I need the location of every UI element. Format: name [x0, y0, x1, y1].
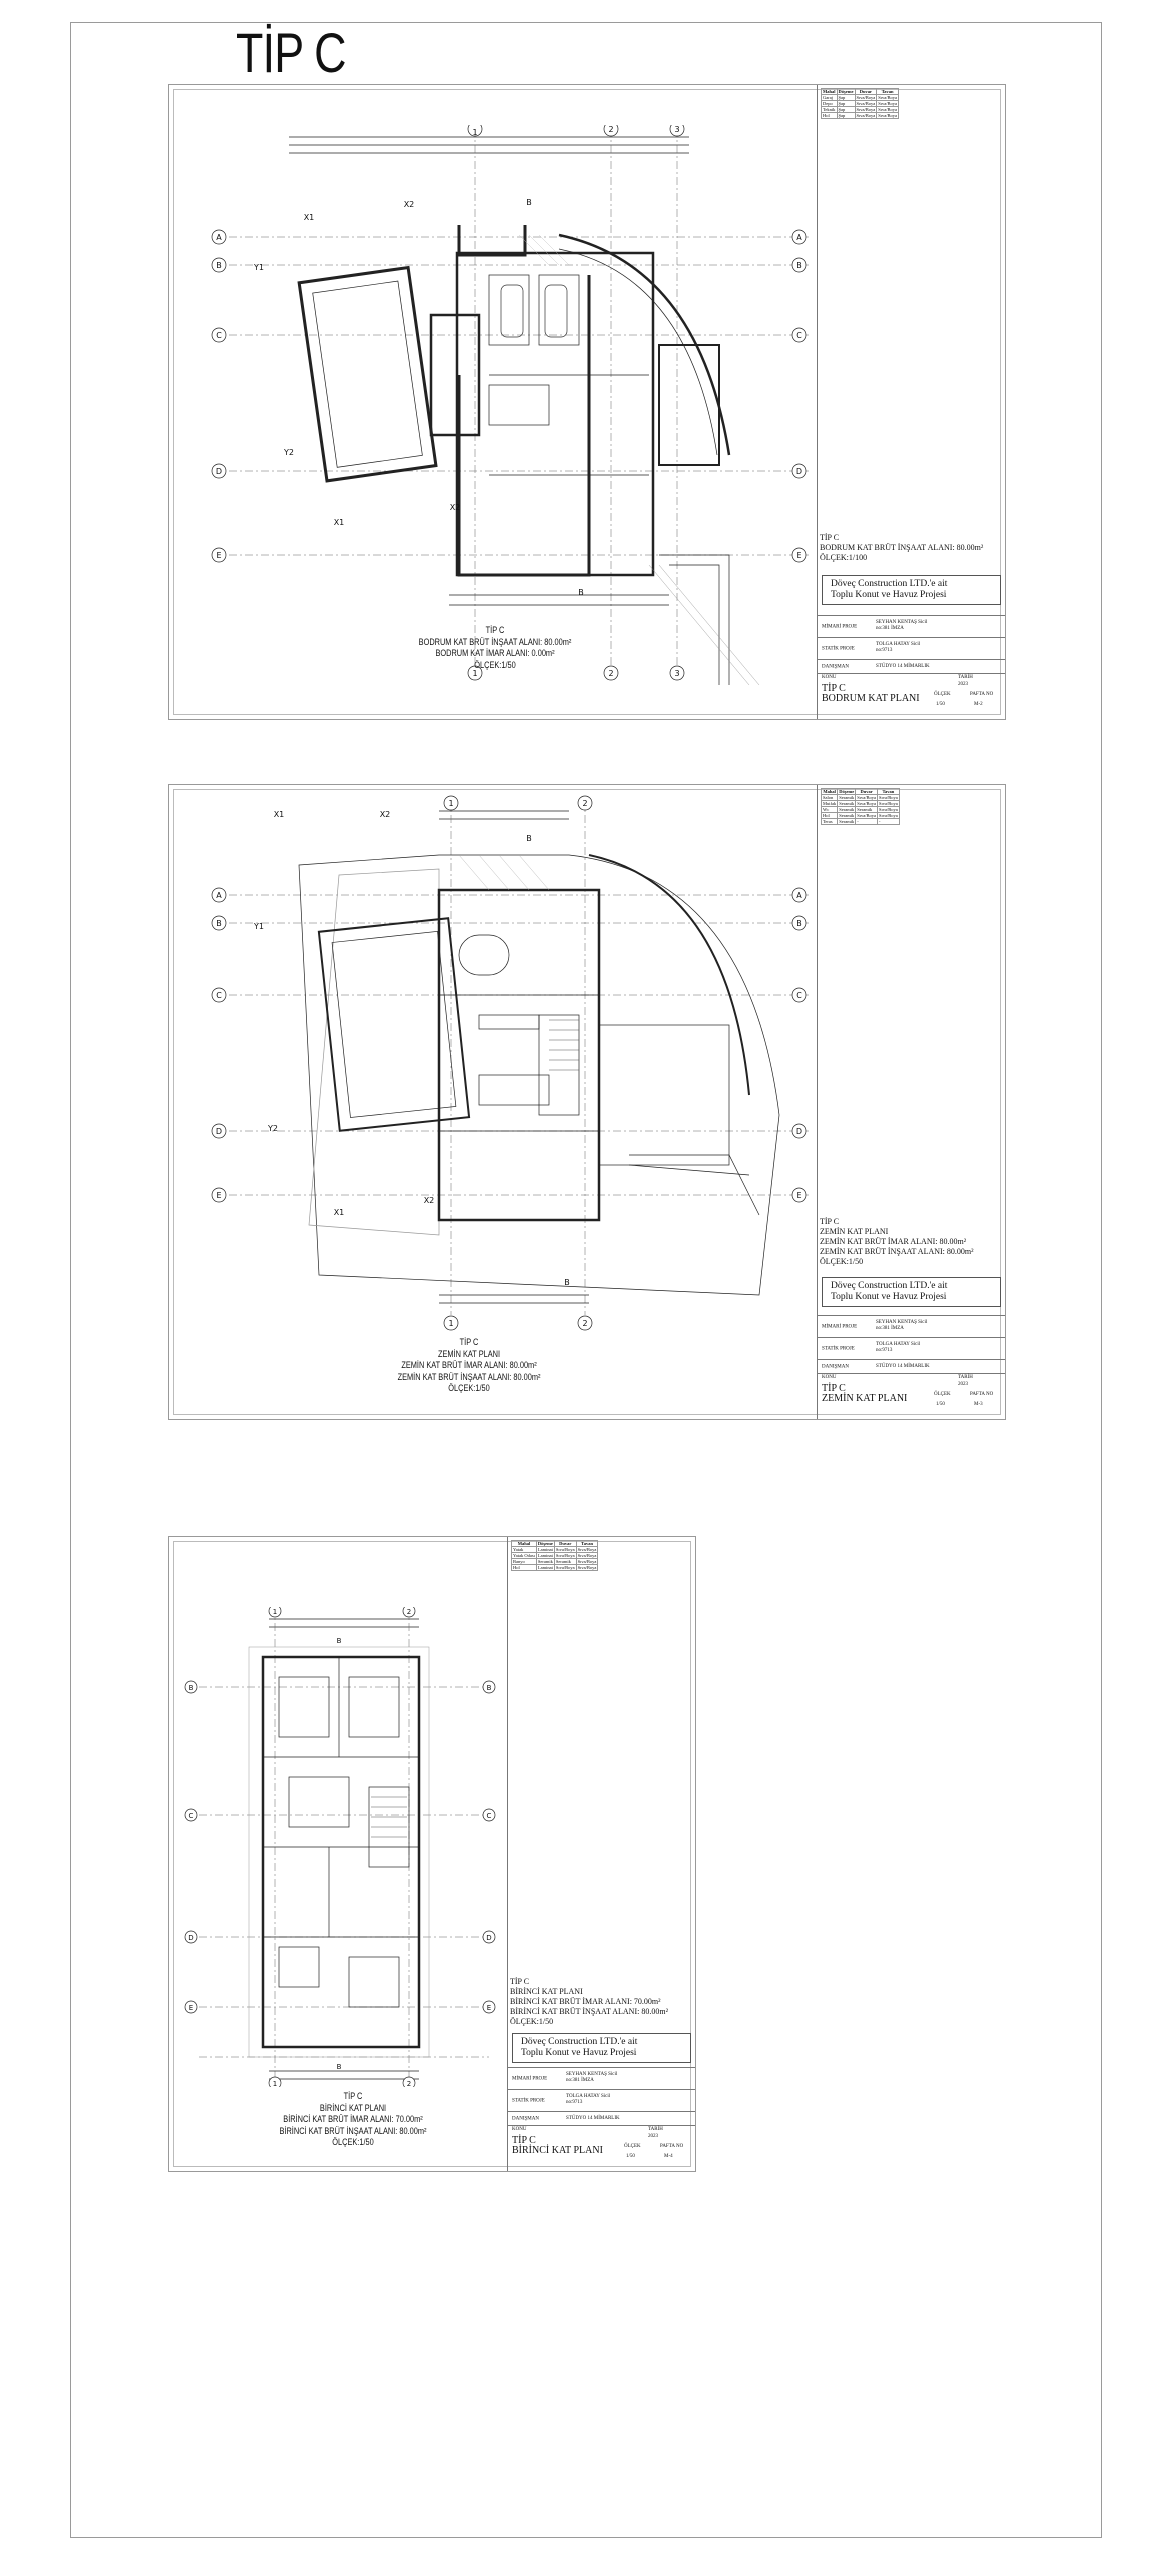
- caption-line: BİRİNCİ KAT BRÜT İNŞAAT ALANI: 80.00m²: [279, 2125, 427, 2136]
- mimari-value: SEYHAN KENTAŞ Sicil no:381 İMZA: [876, 620, 928, 631]
- mimari-label: MİMARİ PROJE: [822, 624, 858, 630]
- statik-label: STATİK PROJE: [822, 646, 855, 652]
- pafta-value: M-4: [664, 2154, 673, 2159]
- table-cell: -: [878, 819, 900, 825]
- grid-label-b: B: [796, 261, 802, 270]
- firm-box: [822, 1277, 1001, 1307]
- olcek-label: ÖLÇEK: [624, 2144, 641, 2149]
- table-header: Mahal: [512, 1541, 537, 1547]
- sheet-title-line: TİP C: [822, 683, 846, 694]
- olcek-label: ÖLÇEK: [934, 692, 951, 697]
- grid-label-e: E: [188, 2004, 194, 2012]
- table-cell: Sıva/Boya: [577, 1559, 597, 1564]
- table-cell: Sıva/Boya: [879, 801, 898, 806]
- grid-label-d: D: [215, 467, 223, 476]
- grid-label-x2: X2: [449, 503, 461, 512]
- sheet-title-line: TİP C: [822, 1383, 846, 1394]
- table-cell: Seramik: [554, 1559, 576, 1565]
- statik-value: TOLGA HATAY Sicil no:9713: [566, 2094, 611, 2105]
- grid-label-d: D: [795, 467, 803, 476]
- olcek-value: 1/50: [626, 2154, 635, 2159]
- architect-row: [818, 1315, 1005, 1338]
- table-header: Tavan: [576, 1541, 598, 1547]
- grid-label-c: C: [216, 991, 222, 1000]
- grid-label-c: C: [486, 1812, 492, 1820]
- note-line: TİP C: [820, 1217, 840, 1226]
- grid-label-a: A: [796, 891, 802, 900]
- table-cell: Hol: [822, 813, 838, 819]
- table-cell: Seramik: [839, 813, 855, 818]
- grid-label-2: 2: [582, 799, 588, 808]
- caption-line: BİRİNCİ KAT BRÜT İMAR ALANI: 70.00m²: [283, 2114, 423, 2124]
- statik-label: STATİK PROJE: [822, 1346, 855, 1352]
- table-cell: Sıva/Boya: [856, 101, 876, 106]
- note-line: BİRİNCİ KAT BRÜT İMAR ALANI: 70.00m²: [510, 1997, 661, 2006]
- plan-caption: [387, 1337, 551, 1395]
- subject-row: [508, 2125, 695, 2170]
- section-mark-b: B: [336, 1637, 342, 1645]
- grid-label-e: E: [216, 551, 222, 560]
- table-header: Duvar: [856, 789, 878, 795]
- page-title: TİP C: [236, 21, 346, 84]
- static-row: [818, 1337, 1005, 1360]
- grid-label-x2: X2: [379, 810, 391, 819]
- grid-label-1: 1: [448, 799, 454, 808]
- table-cell: Sıva/Boya: [878, 101, 898, 106]
- material-table: [511, 1540, 598, 1571]
- subject-row: [818, 673, 1005, 718]
- mimari-label: MİMARİ PROJE: [512, 2076, 548, 2082]
- statik-value: TOLGA HATAY Sicil no:9713: [876, 1342, 921, 1353]
- title-block: [817, 785, 1005, 1419]
- sheet-title: [512, 2136, 603, 2156]
- table-cell: Mutfak: [823, 801, 837, 806]
- basement-floor-plan: [189, 125, 829, 685]
- table-cell: Yatak Odası: [513, 1553, 535, 1558]
- caption-line: TİP C: [343, 2091, 363, 2101]
- consultant-row: [508, 2111, 695, 2126]
- first-floor-plan: [179, 1607, 499, 2087]
- caption-line: ZEMİN KAT BRÜT İMAR ALANI: 80.00m²: [401, 1360, 537, 1370]
- section-mark-b: B: [336, 2063, 342, 2071]
- table-cell: Hol: [822, 113, 838, 119]
- caption-line: ÖLÇEK:1/50: [448, 1383, 490, 1393]
- project-name: Toplu Konut ve Havuz Projesi: [831, 590, 947, 600]
- danisman-value: STÜDYO 14 MİMARLIK: [566, 2116, 620, 2121]
- statik-value: TOLGA HATAY Sicil no:9713: [876, 642, 921, 653]
- konu-label: KONU: [512, 2127, 527, 2132]
- grid-label-x1: X1: [303, 213, 315, 222]
- grid-label-2: 2: [406, 1608, 412, 1616]
- static-row: [508, 2089, 695, 2112]
- table-cell: -: [856, 819, 878, 825]
- tarih-value: 2023: [648, 2134, 658, 2139]
- table-header: Duvar: [855, 89, 877, 95]
- architect-row: [818, 615, 1005, 638]
- grid-label-d: D: [795, 1127, 803, 1136]
- table-cell: Yatak: [512, 1547, 537, 1553]
- grid-label-1: 1: [472, 128, 478, 137]
- pafta-label: PAFTA NO: [970, 692, 994, 697]
- grid-label-2: 2: [608, 669, 614, 678]
- table-cell: Sıva/Boya: [577, 1547, 597, 1552]
- table-cell: Seramik: [856, 807, 878, 813]
- caption-line: ÖLÇEK:1/50: [332, 2137, 374, 2147]
- title-block: [817, 85, 1005, 719]
- grid-label-e: E: [216, 1191, 222, 1200]
- table-cell: Sıva/Boya: [555, 1565, 575, 1570]
- olcek-value: 1/50: [936, 702, 945, 707]
- grid-label-a: A: [216, 233, 222, 242]
- mimari-value: SEYHAN KENTAŞ Sicil no:381 İMZA: [876, 1320, 928, 1331]
- table-header: Döşeme: [839, 789, 855, 794]
- pafta-value: M-3: [974, 1402, 983, 1407]
- plan-caption: [413, 625, 577, 671]
- table-cell: Sıva/Boya: [879, 813, 898, 818]
- danisman-label: DANIŞMAN: [822, 1364, 849, 1370]
- grid-label-1: 1: [448, 1319, 454, 1328]
- table-cell: Sıva/Boya: [878, 113, 898, 118]
- grid-label-e: E: [796, 551, 802, 560]
- table-cell: Şap: [837, 101, 855, 107]
- table-cell: Sıva/Boya: [857, 795, 876, 800]
- sheet-title-line: BİRİNCİ KAT PLANI: [512, 2145, 603, 2156]
- grid-label-2: 2: [582, 1319, 588, 1328]
- table-cell: Hol: [512, 1565, 537, 1571]
- tarih-label: TARİH: [958, 1375, 973, 1380]
- grid-label-d: D: [486, 1934, 492, 1942]
- table-cell: Şap: [837, 107, 855, 113]
- table-cell: Sıva/Boya: [879, 807, 898, 812]
- consultant-row: [818, 659, 1005, 674]
- table-cell: Sıva/Boya: [879, 795, 898, 800]
- table-cell: Sıva/Boya: [878, 95, 898, 100]
- section-mark-b: B: [564, 1278, 570, 1287]
- note-line: ÖLÇEK:1/50: [510, 2017, 554, 2026]
- section-mark-b: B: [578, 588, 584, 597]
- grid-label-c: C: [796, 991, 802, 1000]
- caption-line: TİP C: [459, 1337, 479, 1347]
- grid-label-b: B: [216, 261, 222, 270]
- grid-label-x2: X2: [423, 1196, 435, 1205]
- pafta-value: M-2: [974, 702, 983, 707]
- grid-label-3: 3: [674, 125, 680, 134]
- sheet-first-floor: [168, 1536, 696, 2172]
- grid-label-c: C: [216, 331, 222, 340]
- note-line: ZEMİN KAT BRÜT İMAR ALANI: 80.00m²: [820, 1237, 967, 1246]
- tarih-label: TARİH: [648, 2127, 663, 2132]
- title-block: [507, 1537, 695, 2171]
- tarih-value: 2023: [958, 1382, 968, 1387]
- table-cell: Sıva/Boya: [577, 1553, 597, 1558]
- firm-name: Döveç Construction LTD.'e ait: [831, 579, 948, 589]
- table-cell: Seramik: [537, 1559, 553, 1564]
- grid-label-x1: X1: [333, 518, 345, 527]
- table-cell: Teknik: [823, 107, 836, 112]
- statik-label: STATİK PROJE: [512, 2098, 545, 2104]
- sheet-title-line: ZEMİN KAT PLANI: [822, 1393, 908, 1404]
- danisman-value: STÜDYO 14 MİMARLIK: [876, 1364, 930, 1369]
- caption-line: BİRİNCİ KAT PLANI: [319, 2102, 387, 2113]
- table-cell: Sıva/Boya: [555, 1547, 575, 1552]
- grid-label-x1: X1: [273, 810, 285, 819]
- table-cell: Seramik: [839, 807, 855, 812]
- note-line: BİRİNCİ KAT BRÜT İNŞAAT ALANI: 80.00m²: [510, 2007, 668, 2016]
- consultant-row: [818, 1359, 1005, 1374]
- sheet-title: [822, 684, 920, 704]
- note-line: TİP C: [820, 533, 840, 542]
- sheet-basement: [168, 84, 1006, 720]
- caption-line: BODRUM KAT İMAR ALANI: 0.00m²: [435, 648, 555, 658]
- table-cell: Laminat: [537, 1553, 553, 1558]
- table-cell: Seramik: [839, 801, 855, 806]
- olcek-value: 1/50: [936, 1402, 945, 1407]
- plan-caption: [271, 2091, 435, 2149]
- grid-label-b: B: [486, 1684, 492, 1692]
- firm-box: [512, 2033, 691, 2063]
- project-name: Toplu Konut ve Havuz Projesi: [521, 2048, 637, 2058]
- grid-label-d: D: [215, 1127, 223, 1136]
- grid-label-y2: Y2: [268, 1124, 278, 1133]
- note-line: TİP C: [510, 1977, 530, 1986]
- note-line: ZEMİN KAT PLANI: [820, 1227, 889, 1236]
- grid-label-b: B: [216, 919, 222, 928]
- pafta-label: PAFTA NO: [970, 1392, 994, 1397]
- grid-label-3: 3: [674, 669, 680, 678]
- table-cell: Sıva/Boya: [856, 113, 876, 118]
- area-notes: [820, 1217, 1003, 1267]
- table-cell: Sıva/Boya: [856, 107, 876, 112]
- table-header: Mahal: [823, 89, 836, 94]
- grid-label-1: 1: [472, 669, 478, 678]
- grid-label-a: A: [216, 891, 222, 900]
- grid-label-2: 2: [406, 2080, 412, 2087]
- table-header: Döşeme: [537, 1541, 553, 1546]
- table-cell: Laminat: [537, 1565, 553, 1570]
- caption-line: ÖLÇEK:1/50: [474, 659, 516, 670]
- table-cell: Banyo: [512, 1559, 537, 1565]
- konu-label: KONU: [822, 675, 837, 680]
- grid-label-y1: Y1: [254, 263, 264, 272]
- grid-label-e: E: [796, 1191, 802, 1200]
- note-line: ÖLÇEK:1/100: [820, 553, 868, 562]
- mimari-value: SEYHAN KENTAŞ Sicil no:381 İMZA: [566, 2072, 618, 2083]
- table-header: Döşeme: [838, 89, 854, 94]
- sheet-title-line: TİP C: [512, 2135, 536, 2146]
- firm-box: [822, 575, 1001, 605]
- table-cell: Şap: [837, 113, 855, 119]
- note-line: BODRUM KAT BRÜT İNŞAAT ALANI: 80.00m²: [820, 543, 984, 552]
- table-cell: Wc: [822, 807, 838, 813]
- table-cell: Seramik: [839, 819, 855, 824]
- olcek-label: ÖLÇEK: [934, 1392, 951, 1397]
- danisman-value: STÜDYO 14 MİMARLIK: [876, 664, 930, 669]
- caption-line: BODRUM KAT BRÜT İNŞAAT ALANI: 80.00m²: [418, 636, 572, 647]
- konu-label: KONU: [822, 1375, 837, 1380]
- grid-label-1: 1: [272, 2080, 278, 2087]
- area-notes: [510, 1977, 693, 2027]
- table-cell: Teras: [822, 819, 838, 825]
- firm-name: Döveç Construction LTD.'e ait: [831, 1281, 948, 1291]
- grid-label-y2: Y2: [284, 448, 294, 457]
- grid-label-y1: Y1: [254, 922, 264, 931]
- table-cell: Salon: [822, 795, 838, 801]
- caption-line: TİP C: [485, 625, 505, 635]
- grid-label-x2: X2: [403, 200, 415, 209]
- architect-row: [508, 2067, 695, 2090]
- note-line: ZEMİN KAT BRÜT İNŞAAT ALANI: 80.00m²: [820, 1247, 974, 1256]
- note-line: ÖLÇEK:1/50: [820, 1257, 864, 1266]
- grid-label-b: B: [796, 919, 802, 928]
- grid-label-2: 2: [608, 125, 614, 134]
- danisman-label: DANIŞMAN: [512, 2116, 539, 2122]
- firm-name: Döveç Construction LTD.'e ait: [521, 2037, 638, 2047]
- caption-line: ZEMİN KAT PLANI: [437, 1348, 501, 1359]
- ground-floor-plan: [189, 795, 829, 1355]
- table-cell: Sıva/Boya: [878, 107, 898, 112]
- subject-row: [818, 1373, 1005, 1418]
- area-notes: [820, 533, 1003, 563]
- grid-label-c: C: [188, 1812, 194, 1820]
- grid-label-b: B: [188, 1684, 194, 1692]
- tarih-label: TARİH: [958, 675, 973, 680]
- grid-label-1: 1: [272, 1608, 278, 1616]
- table-header: Mahal: [823, 789, 836, 794]
- grid-label-d: D: [188, 1934, 194, 1942]
- table-cell: Şap: [837, 95, 855, 101]
- section-mark-b: B: [526, 834, 532, 843]
- grid-label-a: A: [796, 233, 802, 242]
- caption-line: ZEMİN KAT BRÜT İNŞAAT ALANI: 80.00m²: [397, 1371, 541, 1382]
- mimari-label: MİMARİ PROJE: [822, 1324, 858, 1330]
- table-header: Tavan: [878, 789, 900, 795]
- table-cell: Sıva/Boya: [856, 95, 876, 100]
- material-table: [821, 788, 900, 825]
- section-mark-b: B: [526, 198, 532, 207]
- grid-label-e: E: [486, 2004, 492, 2012]
- table-cell: Seramik: [839, 795, 855, 800]
- sheet-ground-floor: [168, 784, 1006, 1420]
- table-cell: Sıva/Boya: [555, 1553, 575, 1558]
- table-cell: Laminat: [537, 1547, 553, 1552]
- project-name: Toplu Konut ve Havuz Projesi: [831, 1292, 947, 1302]
- static-row: [818, 637, 1005, 660]
- material-table: [821, 88, 899, 119]
- grid-label-c: C: [796, 331, 802, 340]
- table-cell: Sıva/Boya: [857, 801, 876, 806]
- tarih-value: 2023: [958, 682, 968, 687]
- sheet-title-line: BODRUM KAT PLANI: [822, 693, 920, 704]
- note-line: BİRİNCİ KAT PLANI: [510, 1987, 583, 1996]
- danisman-label: DANIŞMAN: [822, 664, 849, 670]
- table-header: Duvar: [554, 1541, 576, 1547]
- grid-label-x1: X1: [333, 1208, 345, 1217]
- table-cell: Sıva/Boya: [577, 1565, 597, 1570]
- table-cell: Garaj: [822, 95, 838, 101]
- table-header: Tavan: [877, 89, 899, 95]
- table-cell: Sıva/Boya: [857, 813, 876, 818]
- table-cell: Depo: [822, 101, 838, 107]
- pafta-label: PAFTA NO: [660, 2144, 684, 2149]
- sheet-title: [822, 1384, 907, 1404]
